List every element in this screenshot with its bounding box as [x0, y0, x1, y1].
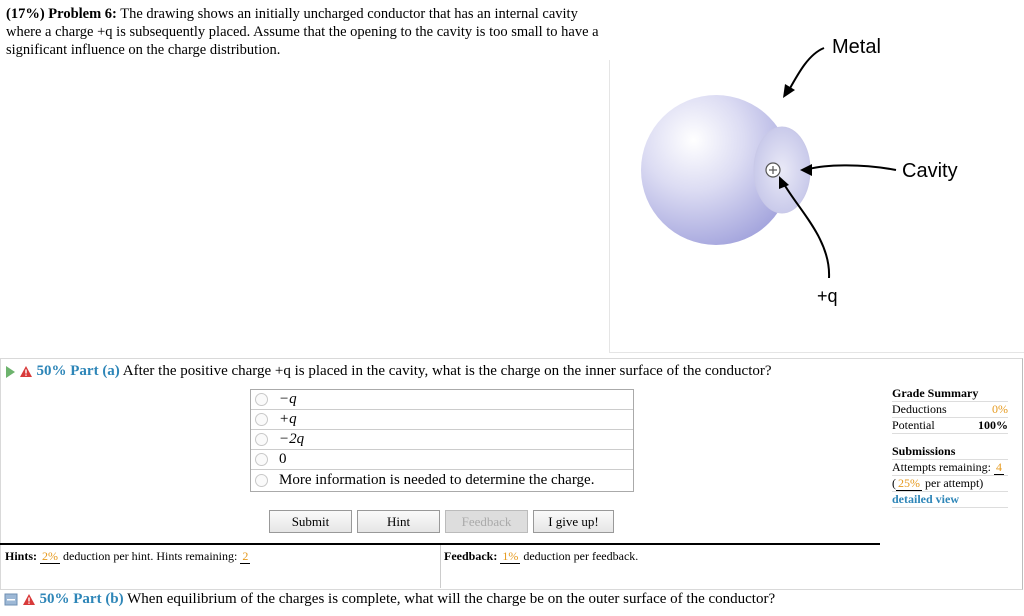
feedback-button[interactable]: Feedback: [445, 510, 528, 533]
radio-button[interactable]: [255, 453, 268, 466]
feedback-deduction: 1%: [502, 549, 519, 563]
grade-title: Grade Summary: [892, 386, 1008, 402]
answer-choices: [250, 389, 634, 492]
metal-arrow: [789, 48, 824, 90]
problem-title: Problem 6:: [48, 6, 117, 22]
radio-button[interactable]: [255, 433, 268, 446]
label-metal: Metal: [832, 36, 881, 58]
conductor-figure: [609, 0, 1023, 355]
choice-2[interactable]: +q: [251, 410, 633, 430]
problem-statement: [6, 5, 601, 59]
radio-button[interactable]: [255, 393, 268, 406]
radio-button[interactable]: [255, 474, 268, 487]
hints-info: Hints: 2% deduction per hint. Hints remaining: 2: [5, 549, 249, 563]
part-a-header: [6, 363, 772, 380]
per-attempt-value: 25%: [898, 476, 920, 490]
attempts-value: 4: [995, 460, 1002, 474]
give-up-button[interactable]: I give up!: [533, 510, 614, 533]
expand-arrow-icon[interactable]: [6, 366, 15, 378]
per-attempt-text: per attempt): [925, 476, 984, 490]
part-b-percent: 50% Part (b): [39, 591, 124, 607]
expand-box-icon[interactable]: [4, 593, 18, 606]
divider: [440, 545, 441, 588]
cavity-arrow: [809, 165, 896, 170]
submissions-title: Submissions: [892, 444, 1008, 460]
deductions-label: Deductions: [892, 402, 947, 416]
submit-button[interactable]: Submit: [269, 510, 352, 533]
label-cavity: Cavity: [902, 160, 958, 182]
hint-button[interactable]: Hint: [357, 510, 440, 533]
hints-remaining: 2: [242, 549, 249, 563]
feedback-info: Feedback: 1% deduction per feedback.: [444, 549, 639, 563]
choice-5[interactable]: More information is needed to determine the charge.: [251, 470, 633, 491]
choice-1[interactable]: −q: [251, 390, 633, 410]
potential-label: Potential: [892, 418, 935, 432]
hint-deduction: 2%: [42, 549, 59, 563]
choice-3[interactable]: −2q: [251, 430, 633, 450]
part-a-question: After the positive charge +q is placed in the cavity, what is the charge on the inner surface of the conductor?: [122, 363, 772, 379]
detailed-view-link[interactable]: detailed view: [892, 492, 1008, 508]
part-a-percent: 50% Part (a): [36, 363, 120, 379]
deductions-value: 0%: [992, 402, 1008, 416]
part-b-question: When equilibrium of the charges is complete, what will the charge be on the outer surface of the conductor?: [127, 591, 776, 607]
attempts-label: Attempts remaining:: [892, 460, 991, 474]
choice-4[interactable]: 0: [251, 450, 633, 470]
radio-button[interactable]: [255, 413, 268, 426]
label-q: +q: [817, 286, 838, 306]
grade-summary: Grade Summary Deductions 0% Potential 100% Submissions Attempts remaining: 4 ( 25% per attempt) detailed view: [892, 386, 1008, 506]
warning-icon: [19, 365, 33, 378]
problem-text: The drawing shows an initially uncharged conductor that has an internal cavity where a charge +q is subsequently placed. Assume that the opening to the cavity is too small to have a significant influence on the charge distribution.: [6, 6, 599, 58]
part-b-header: [4, 591, 775, 608]
potential-value: 100%: [978, 418, 1008, 432]
warning-icon: [22, 593, 36, 606]
problem-percent: (17%): [6, 6, 45, 22]
